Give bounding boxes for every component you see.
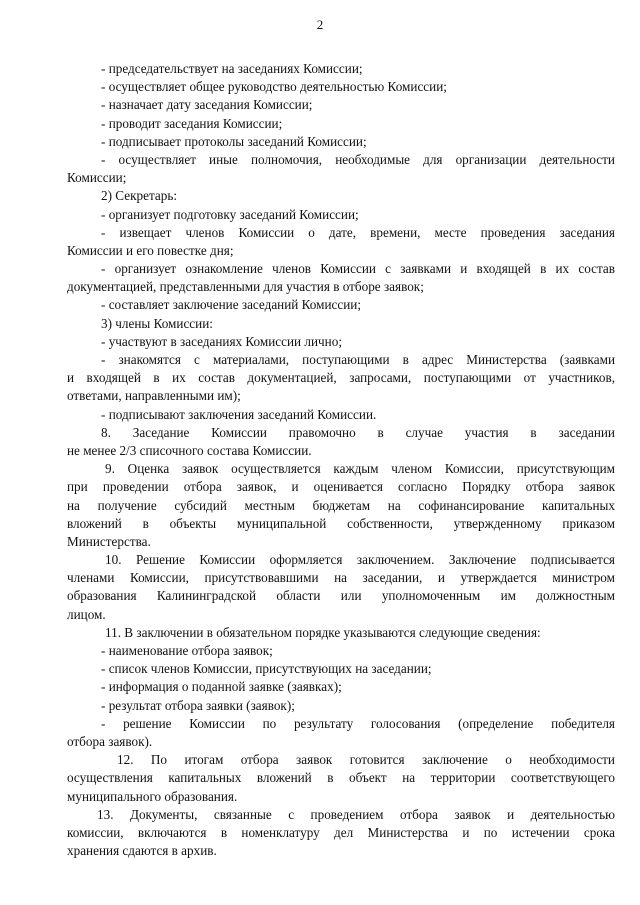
text-line: вложений в объекты муниципальной собственности, утвержденному приказом xyxy=(67,515,615,531)
text-line: 8. Заседание Комиссии правомочно в случае участия в заседании xyxy=(101,424,615,440)
text-line: не менее 2/3 списочного состава Комиссии. xyxy=(67,442,312,458)
text-line: документацией, представленными для участия в отборе заявок; xyxy=(67,279,424,295)
text-line: 9. Оценка заявок осуществляется каждым членом Комиссии, присутствующим xyxy=(105,461,615,477)
text-line: Министерства. xyxy=(67,533,151,549)
text-line: Комиссии и его повестке дня; xyxy=(67,242,234,258)
text-line: - участвуют в заседаниях Комиссии лично; xyxy=(101,333,342,349)
text-line: на получение субсидий местным бюджетам на софинансирование капитальных xyxy=(67,497,615,513)
text-line: - председательствует на заседаниях Комиссии; xyxy=(101,61,363,76)
text-line: 3) члены Комиссии: xyxy=(101,315,213,331)
text-line: лицом. xyxy=(67,606,106,622)
text-line: ответами, направленными им); xyxy=(67,388,241,404)
text-line: - проводит заседания Комиссии; xyxy=(101,115,283,131)
text-line: - список членов Комиссии, присутствующих на заседании; xyxy=(101,661,432,677)
text-line: 12. По итогам отбора заявок готовится заключение о необходимости xyxy=(117,752,615,768)
text-line: - извещает членов Комиссии о дате, времени, месте проведения заседания xyxy=(101,224,615,240)
text-line: отбора заявок). xyxy=(67,733,153,749)
document-body xyxy=(67,60,615,860)
text-line: - осуществляет иные полномочия, необходимые для организации деятельности xyxy=(101,151,615,167)
text-line: - знакомятся с материалами, поступающими в адрес Министерства (заявками xyxy=(101,352,615,367)
text-line: - подписывают заключения заседаний Комиссии. xyxy=(101,406,377,422)
text-line: - решение Комиссии по результату голосования (определение победителя xyxy=(101,715,615,731)
text-line: 10. Решение Комиссии оформляется заключением. Заключение подписывается xyxy=(105,552,615,568)
text-line: осуществления капитальных вложений в объект на территории соответствующего xyxy=(67,770,615,786)
text-line: - составляет заключение заседаний Комиссии; xyxy=(101,297,362,313)
text-line: - наименование отбора заявок; xyxy=(101,643,273,658)
text-line: образования Калининградской области или уполномоченным им должностным xyxy=(67,588,615,604)
text-line: муниципального образования. xyxy=(67,788,238,804)
text-line: при проведении отбора заявок, и оценивается согласно Порядку отбора заявок xyxy=(67,479,615,495)
text-line: - организует ознакомление членов Комиссии с заявками и входящей в их состав xyxy=(101,261,615,277)
text-line: комиссии, включаются в номенклатуру дел Министерства и по истечении срока xyxy=(67,824,615,840)
text-line: и входящей в их состав документацией, запросами, поступающими от участников, xyxy=(67,370,615,386)
text-line: 13. Документы, связанные с проведением отбора заявок и деятельностью xyxy=(97,806,615,822)
text-line: - результат отбора заявки (заявок); xyxy=(101,697,295,713)
text-line: - подписывает протоколы заседаний Комиссии; xyxy=(101,133,367,149)
text-line: хранения сдаются в архив. xyxy=(67,843,217,859)
text-line: членами Комиссии, присутствовавшими на заседании, и утверждается министром xyxy=(67,570,615,586)
text-line: Комиссии; xyxy=(67,170,127,186)
text-line: 11. В заключении в обязательном порядке указываются следующие сведения: xyxy=(105,624,541,640)
text-line: - организует подготовку заседаний Комиссии; xyxy=(101,206,359,222)
text-line: 2) Секретарь: xyxy=(101,188,177,204)
text-line: - осуществляет общее руководство деятельностью Комиссии; xyxy=(101,79,447,95)
page-number: 2 xyxy=(316,17,324,32)
text-line: - назначает дату заседания Комиссии; xyxy=(101,97,313,113)
text-line: - информация о поданной заявке (заявках); xyxy=(101,679,342,695)
